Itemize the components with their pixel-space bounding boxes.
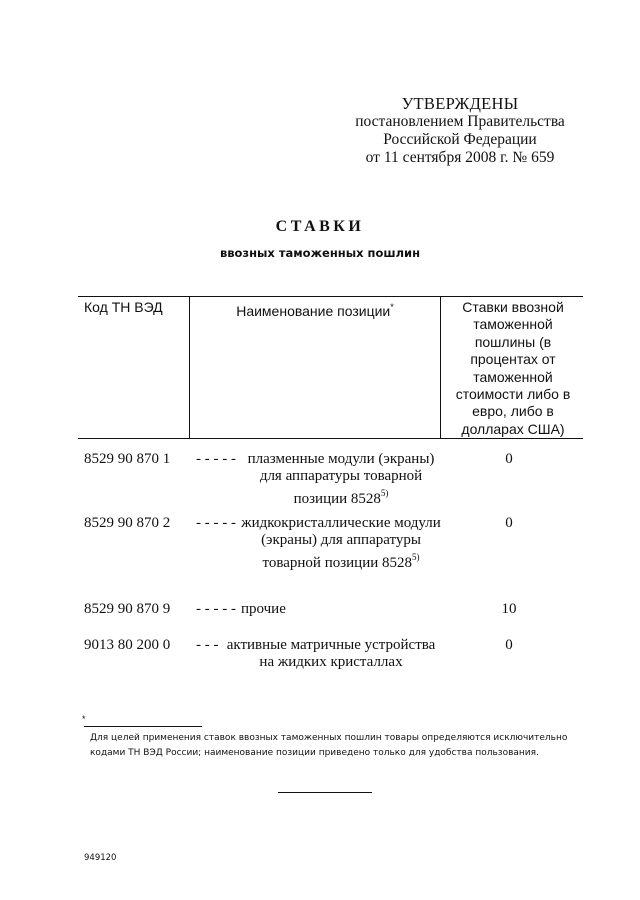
row-3-dashes: - - - - -: [196, 601, 236, 617]
row-1-code: 8529 90 870 1: [84, 451, 171, 467]
row-2-footnote-ref: 5): [412, 552, 420, 562]
row-3-name-text: прочие: [241, 601, 286, 617]
row-2-code: 8529 90 870 2: [84, 515, 171, 531]
document-title: СТАВКИ: [275, 218, 365, 235]
header-name-footnote-mark: *: [390, 302, 394, 312]
document-number: 949120: [84, 853, 117, 863]
approval-heading: УТВЕРЖДЕНЫ: [401, 94, 519, 113]
row-2-name: [241, 515, 441, 572]
row-1-rate: 0: [505, 451, 513, 467]
document-subtitle: ввозных таможенных пошлин: [219, 246, 421, 260]
footnote-text: Для целей применения ставок ввозных таможенных пошлин товары определяются исключительно кодами ТН ВЭД России; наименование позиции приведено только для удобства пользования.: [90, 733, 568, 758]
row-3-code: 8529 90 870 9: [84, 601, 171, 617]
footnote-rule: [84, 726, 202, 727]
row-4-dashes: - - -: [196, 637, 219, 653]
row-3-name: [241, 601, 286, 618]
row-2-name-text: жидкокристаллические модули (экраны) для аппаратуры товарной позиции 8528: [241, 515, 441, 571]
row-4-name: [222, 637, 440, 671]
row-1-dashes: - - - - -: [196, 451, 236, 467]
end-rule: [278, 792, 372, 793]
table-column-divider-1: [189, 296, 190, 438]
header-name-label: Наименование позиции: [236, 303, 391, 319]
approval-line-3: от 11 сентября 2008 г. № 659: [365, 149, 555, 166]
row-2-dashes: - - - - -: [196, 515, 236, 531]
header-code: Код ТН ВЭД: [84, 299, 163, 315]
header-rate: Ставки ввозной таможенной пошлины (в процентах от таможенной стоимости либо в евро, либо в долларах США): [455, 299, 571, 437]
header-name: [196, 299, 434, 320]
row-4-rate: 0: [505, 637, 513, 653]
row-1-footnote-ref: 5): [380, 488, 389, 498]
approval-block: [340, 95, 580, 167]
row-4-code: 9013 80 200 0: [84, 637, 171, 653]
table-top-rule: [78, 296, 583, 297]
approval-line-2: Российской Федерации: [383, 131, 537, 148]
table-column-divider-2: [440, 296, 441, 438]
row-4-name-text: активные матричные устройства на жидких кристаллах: [226, 637, 436, 670]
row-2-rate: 0: [505, 515, 513, 531]
approval-line-1: постановлением Правительства: [355, 113, 565, 130]
row-3-rate: 10: [501, 601, 517, 617]
row-1-name: [241, 451, 441, 508]
row-1-name-text: плазменные модули (экраны) для аппаратуры товарной позиции 8528: [247, 451, 435, 507]
footnote-mark: *: [82, 714, 86, 724]
